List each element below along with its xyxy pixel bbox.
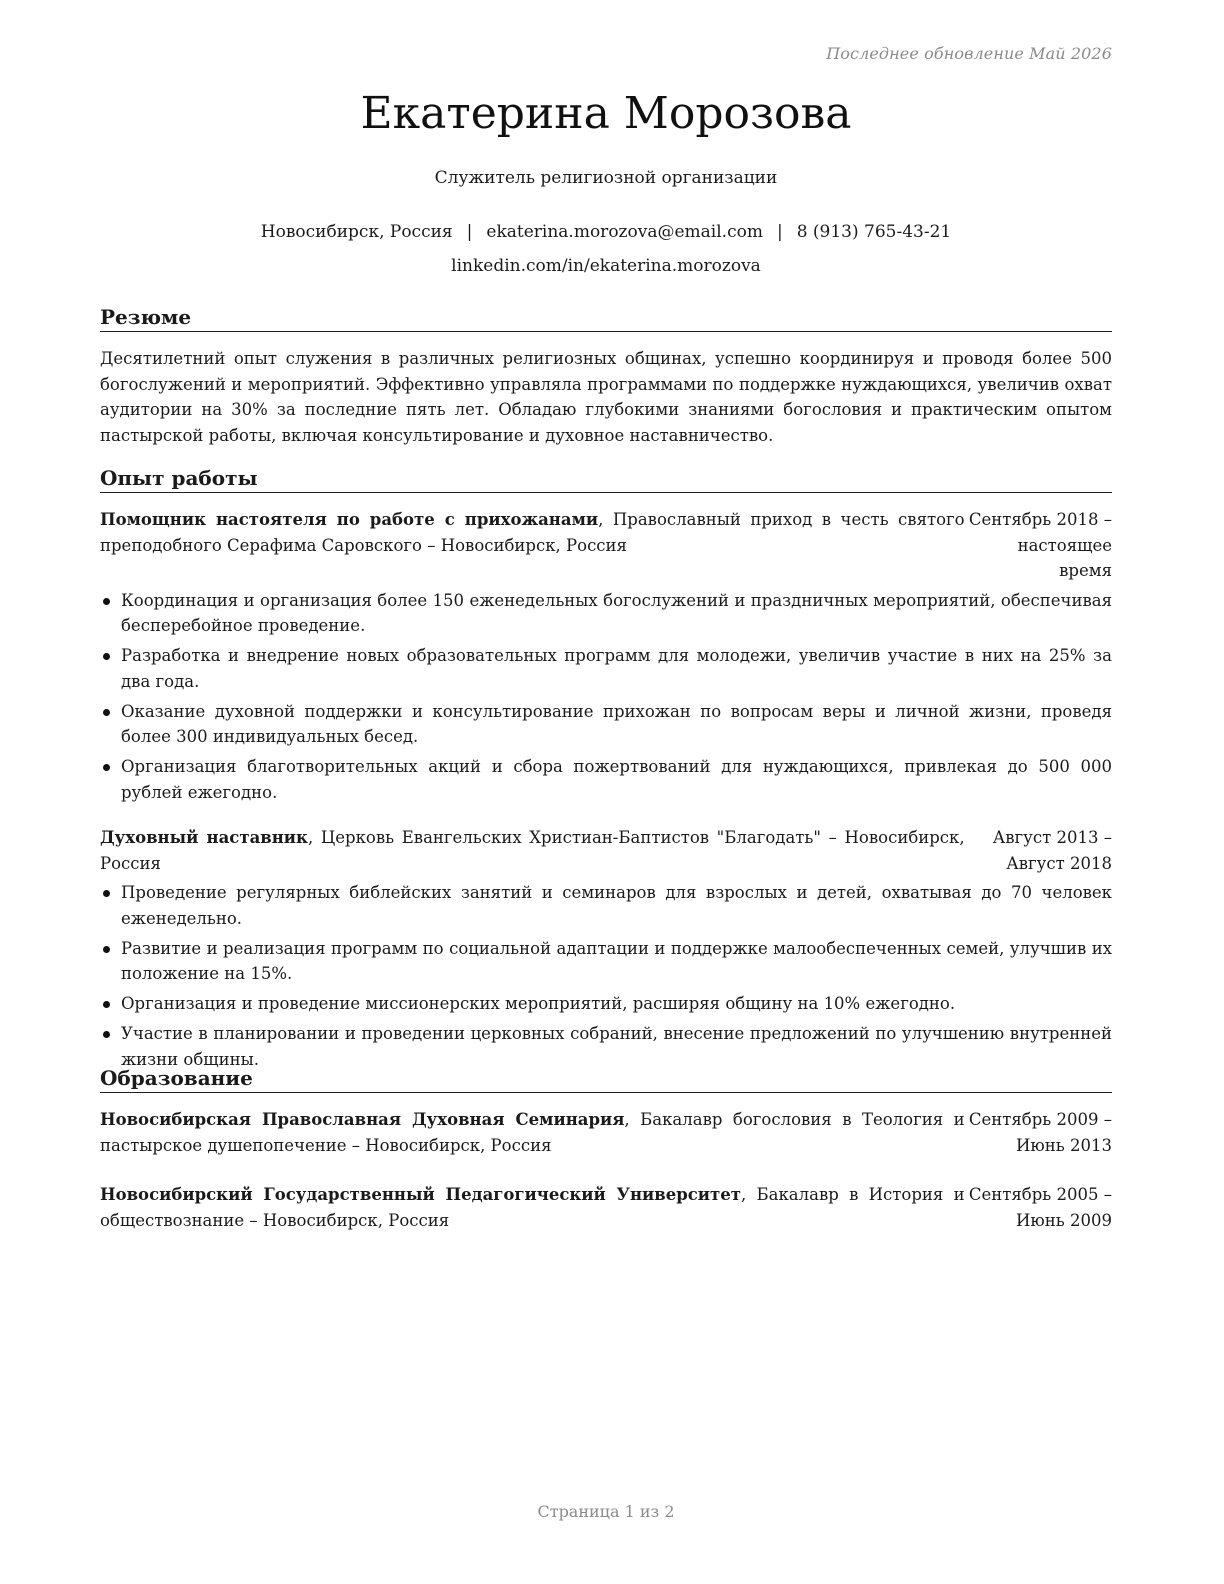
bullet-item bbox=[100, 643, 1112, 694]
experience-entry bbox=[100, 825, 1112, 1072]
experience-section bbox=[100, 465, 1112, 1077]
entry-title bbox=[100, 1107, 965, 1158]
resume-page bbox=[100, 0, 1112, 1584]
entry-header bbox=[100, 507, 1112, 584]
email-link[interactable]: ekaterina.morozova@email.com bbox=[486, 222, 763, 242]
entry-dates: Сентябрь 2005 – Июнь 2009 bbox=[968, 1185, 1112, 1230]
role: Духовный наставник bbox=[100, 828, 308, 847]
bullet-icon bbox=[103, 1031, 110, 1038]
bullet-text: Развитие и реализация программ по социальной адаптации и поддержке малообеспеченных семей, улучшив их положение на 15%. bbox=[121, 938, 1112, 983]
bullet-item bbox=[100, 880, 1112, 931]
bullet-item bbox=[100, 936, 1112, 987]
bullet-icon bbox=[103, 1001, 110, 1008]
bullet-text: Разработка и внедрение новых образовательных программ для молодежи, увеличив участие в них на 25% за два года. bbox=[121, 646, 1112, 691]
school: Новосибирская Православная Духовная Семинария bbox=[100, 1110, 625, 1129]
candidate-name: Екатерина Морозова bbox=[360, 88, 852, 139]
entry-header bbox=[100, 825, 1112, 876]
section-title-summary: Резюме bbox=[100, 304, 1112, 332]
entry-dates: Сентябрь 2009 – Июнь 2013 bbox=[968, 1110, 1112, 1155]
summary-text: Десятилетний опыт служения в различных религиозных общинах, успешно координируя и проводя более 500 богослужений и мероприятий. Эффективно управляла программами по поддержке нуждающихся, увеличив охват аудитории на 30% за последние пять лет. Обладаю глубокими знаниями богословия и практическим опытом пастырской работы, включая консультирование и духовное наставничество. bbox=[100, 349, 1112, 445]
bullet-text: Проведение регулярных библейских занятий и семинаров для взрослых и детей, охватывая до 70 человек еженедельно. bbox=[121, 883, 1112, 928]
bullet-text: Оказание духовной поддержки и консультирование прихожан по вопросам веры и личной жизни, проведя более 300 индивидуальных бесед. bbox=[121, 701, 1112, 746]
bullet-text: Координация и организация более 150 еженедельных богослужений и праздничных мероприятий, обеспечивая бесперебойное проведение. bbox=[121, 590, 1112, 635]
section-title-experience: Опыт работы bbox=[100, 465, 1112, 493]
education-entry bbox=[100, 1182, 1112, 1233]
job-title: Служитель религиозной организации bbox=[434, 168, 778, 188]
bullet-item bbox=[100, 699, 1112, 750]
last-updated: Последнее обновление Май 2026 bbox=[826, 44, 1112, 63]
bullet-icon bbox=[103, 764, 110, 771]
linkedin-link[interactable]: linkedin.com/in/ekaterina.morozova bbox=[451, 256, 761, 276]
bullet-icon bbox=[103, 946, 110, 953]
separator: | bbox=[466, 222, 473, 242]
separator: | bbox=[776, 222, 783, 242]
bullet-text: Участие в планировании и проведении церковных собраний, внесение предложений по улучшению внутренней жизни общины. bbox=[121, 1024, 1112, 1069]
bullet-list bbox=[100, 588, 1112, 806]
degree: , Бакалавр богословия в Теология и пастырское душепопечение – Новосибирск, Россия bbox=[100, 1110, 965, 1155]
bullet-icon bbox=[103, 709, 110, 716]
contact-info bbox=[100, 219, 1112, 279]
bullet-icon bbox=[103, 890, 110, 897]
organization: , Православный приход в честь святого преподобного Серафима Саровского – Новосибирск, Россия bbox=[100, 510, 965, 555]
bullet-text: Организация и проведение миссионерских мероприятий, расширяя общину на 10% ежегодно. bbox=[121, 994, 956, 1013]
organization: , Церковь Евангельских Христиан-Баптистов "Благодать" – Новосибирск, Россия bbox=[100, 828, 965, 873]
bullet-icon bbox=[103, 653, 110, 660]
bullet-icon bbox=[103, 598, 110, 605]
entry-title bbox=[100, 507, 965, 584]
location: Новосибирск, Россия bbox=[260, 222, 453, 242]
summary-section bbox=[100, 304, 1112, 448]
bullet-text: Организация благотворительных акций и сбора пожертвований для нуждающихся, привлекая до 500 000 рублей ежегодно. bbox=[121, 757, 1112, 802]
experience-entry bbox=[100, 507, 1112, 805]
page-number: Страница 1 из 2 bbox=[537, 1502, 675, 1521]
entry-title bbox=[100, 1182, 965, 1233]
school: Новосибирский Государственный Педагогический Университет bbox=[100, 1185, 741, 1204]
bullet-item bbox=[100, 588, 1112, 639]
bullet-item bbox=[100, 991, 1112, 1017]
entry-header bbox=[100, 1182, 1112, 1233]
entry-dates: Август 2013 – Август 2018 bbox=[992, 828, 1112, 873]
entry-dates: Сентябрь 2018 – настоящее время bbox=[968, 510, 1112, 580]
education-entry bbox=[100, 1107, 1112, 1158]
entry-header bbox=[100, 1107, 1112, 1158]
education-section bbox=[100, 1065, 1112, 1233]
bullet-item bbox=[100, 754, 1112, 805]
entry-title bbox=[100, 825, 965, 876]
role: Помощник настоятеля по работе с прихожанами bbox=[100, 510, 599, 529]
degree: , Бакалавр в История и обществознание – Новосибирск, Россия bbox=[100, 1185, 965, 1230]
bullet-list bbox=[100, 880, 1112, 1072]
section-title-education: Образование bbox=[100, 1065, 1112, 1093]
phone: 8 (913) 765-43-21 bbox=[796, 222, 952, 242]
